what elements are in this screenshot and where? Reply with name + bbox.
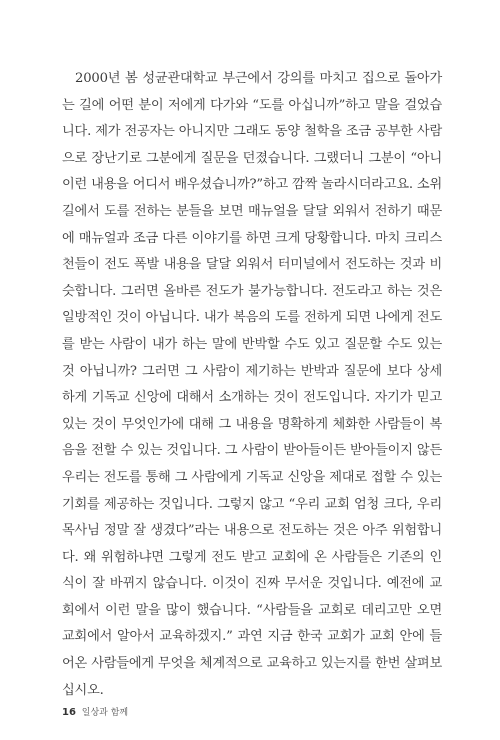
text-line: 교회에서 알아서 교육하겠지.” 과연 지금 한국 교회가 교회 안에 들 xyxy=(62,629,442,645)
text-line: 어온 사람들에게 무엇을 체계적으로 교육하고 있는지를 한번 살펴보 xyxy=(62,656,442,672)
text-line: 이런 내용을 어디서 배우셨습니까?”하고 깜짝 놀라시더라고요. 소위 xyxy=(62,177,442,193)
text-line: 회에서 이런 말을 많이 했습니다. “사람들을 교회로 데리고만 오면 xyxy=(62,602,442,618)
text-line: 목사님 정말 잘 생겼다”라는 내용으로 전도하는 것은 아주 위험합니 xyxy=(62,523,442,539)
text-line: 으로 장난기로 그분에게 질문을 던졌습니다. 그랬더니 그분이 “아니 xyxy=(62,150,442,166)
text-line: 하게 기독교 신앙에 대해서 소개하는 것이 전도입니다. 자기가 믿고 xyxy=(62,390,442,406)
text-line: 있는 것이 무엇인가에 대해 그 내용을 명확하게 체화한 사람들이 복 xyxy=(62,416,442,432)
text-line: 식이 잘 바뀌지 않습니다. 이것이 진짜 무서운 것입니다. 예전에 교 xyxy=(62,576,442,592)
text-line: 일방적인 것이 아닙니다. 내가 복음의 도를 전하게 되면 나에게 전도 xyxy=(62,310,442,326)
text-line: 십시오. xyxy=(62,682,104,698)
text-line: 것 아닙니까? 그러면 그 사람이 제기하는 반박과 질문에 보다 상세 xyxy=(62,363,442,379)
text-line: 는 길에 어떤 분이 저에게 다가와 “도를 아십니까”하고 말을 걸었습 xyxy=(62,97,442,113)
text-line: 기회를 제공하는 것입니다. 그렇지 않고 “우리 교회 엄청 크다, 우리 xyxy=(62,496,442,512)
body-paragraph xyxy=(62,66,442,704)
text-line: 길에서 도를 전하는 분들을 보면 매뉴얼을 달달 외워서 전하기 때문 xyxy=(62,203,442,219)
text-line: 다. 왜 위험하냐면 그렇게 전도 받고 교회에 온 사람들은 기존의 인 xyxy=(62,549,442,565)
text-line: 우리는 전도를 통해 그 사람에게 기독교 신앙을 제대로 접할 수 있는 xyxy=(62,469,442,485)
text-line: 에 매뉴얼과 조금 다른 이야기를 하면 크게 당황합니다. 마치 크리스 xyxy=(62,230,442,246)
text-line: 2000년 봄 성균관대학교 부근에서 강의를 마치고 집으로 돌아가 xyxy=(75,71,442,86)
text-line: 슷합니다. 그러면 올바른 전도가 불가능합니다. 전도라고 하는 것은 xyxy=(62,283,442,299)
page-number: 16 xyxy=(62,707,76,718)
page-footer xyxy=(62,705,128,718)
text-line: 니다. 제가 전공자는 아니지만 그래도 동양 철학을 조금 공부한 사람 xyxy=(62,124,442,140)
running-title: 일상과 함께 xyxy=(81,708,129,718)
text-line: 음을 전할 수 있는 것입니다. 그 사람이 받아들이든 받아들이지 않든 xyxy=(62,443,442,459)
text-line: 천들이 전도 폭발 내용을 달달 외워서 터미널에서 전도하는 것과 비 xyxy=(62,257,442,273)
text-line: 를 받는 사람이 내가 하는 말에 반박할 수도 있고 질문할 수도 있는 xyxy=(62,336,442,352)
